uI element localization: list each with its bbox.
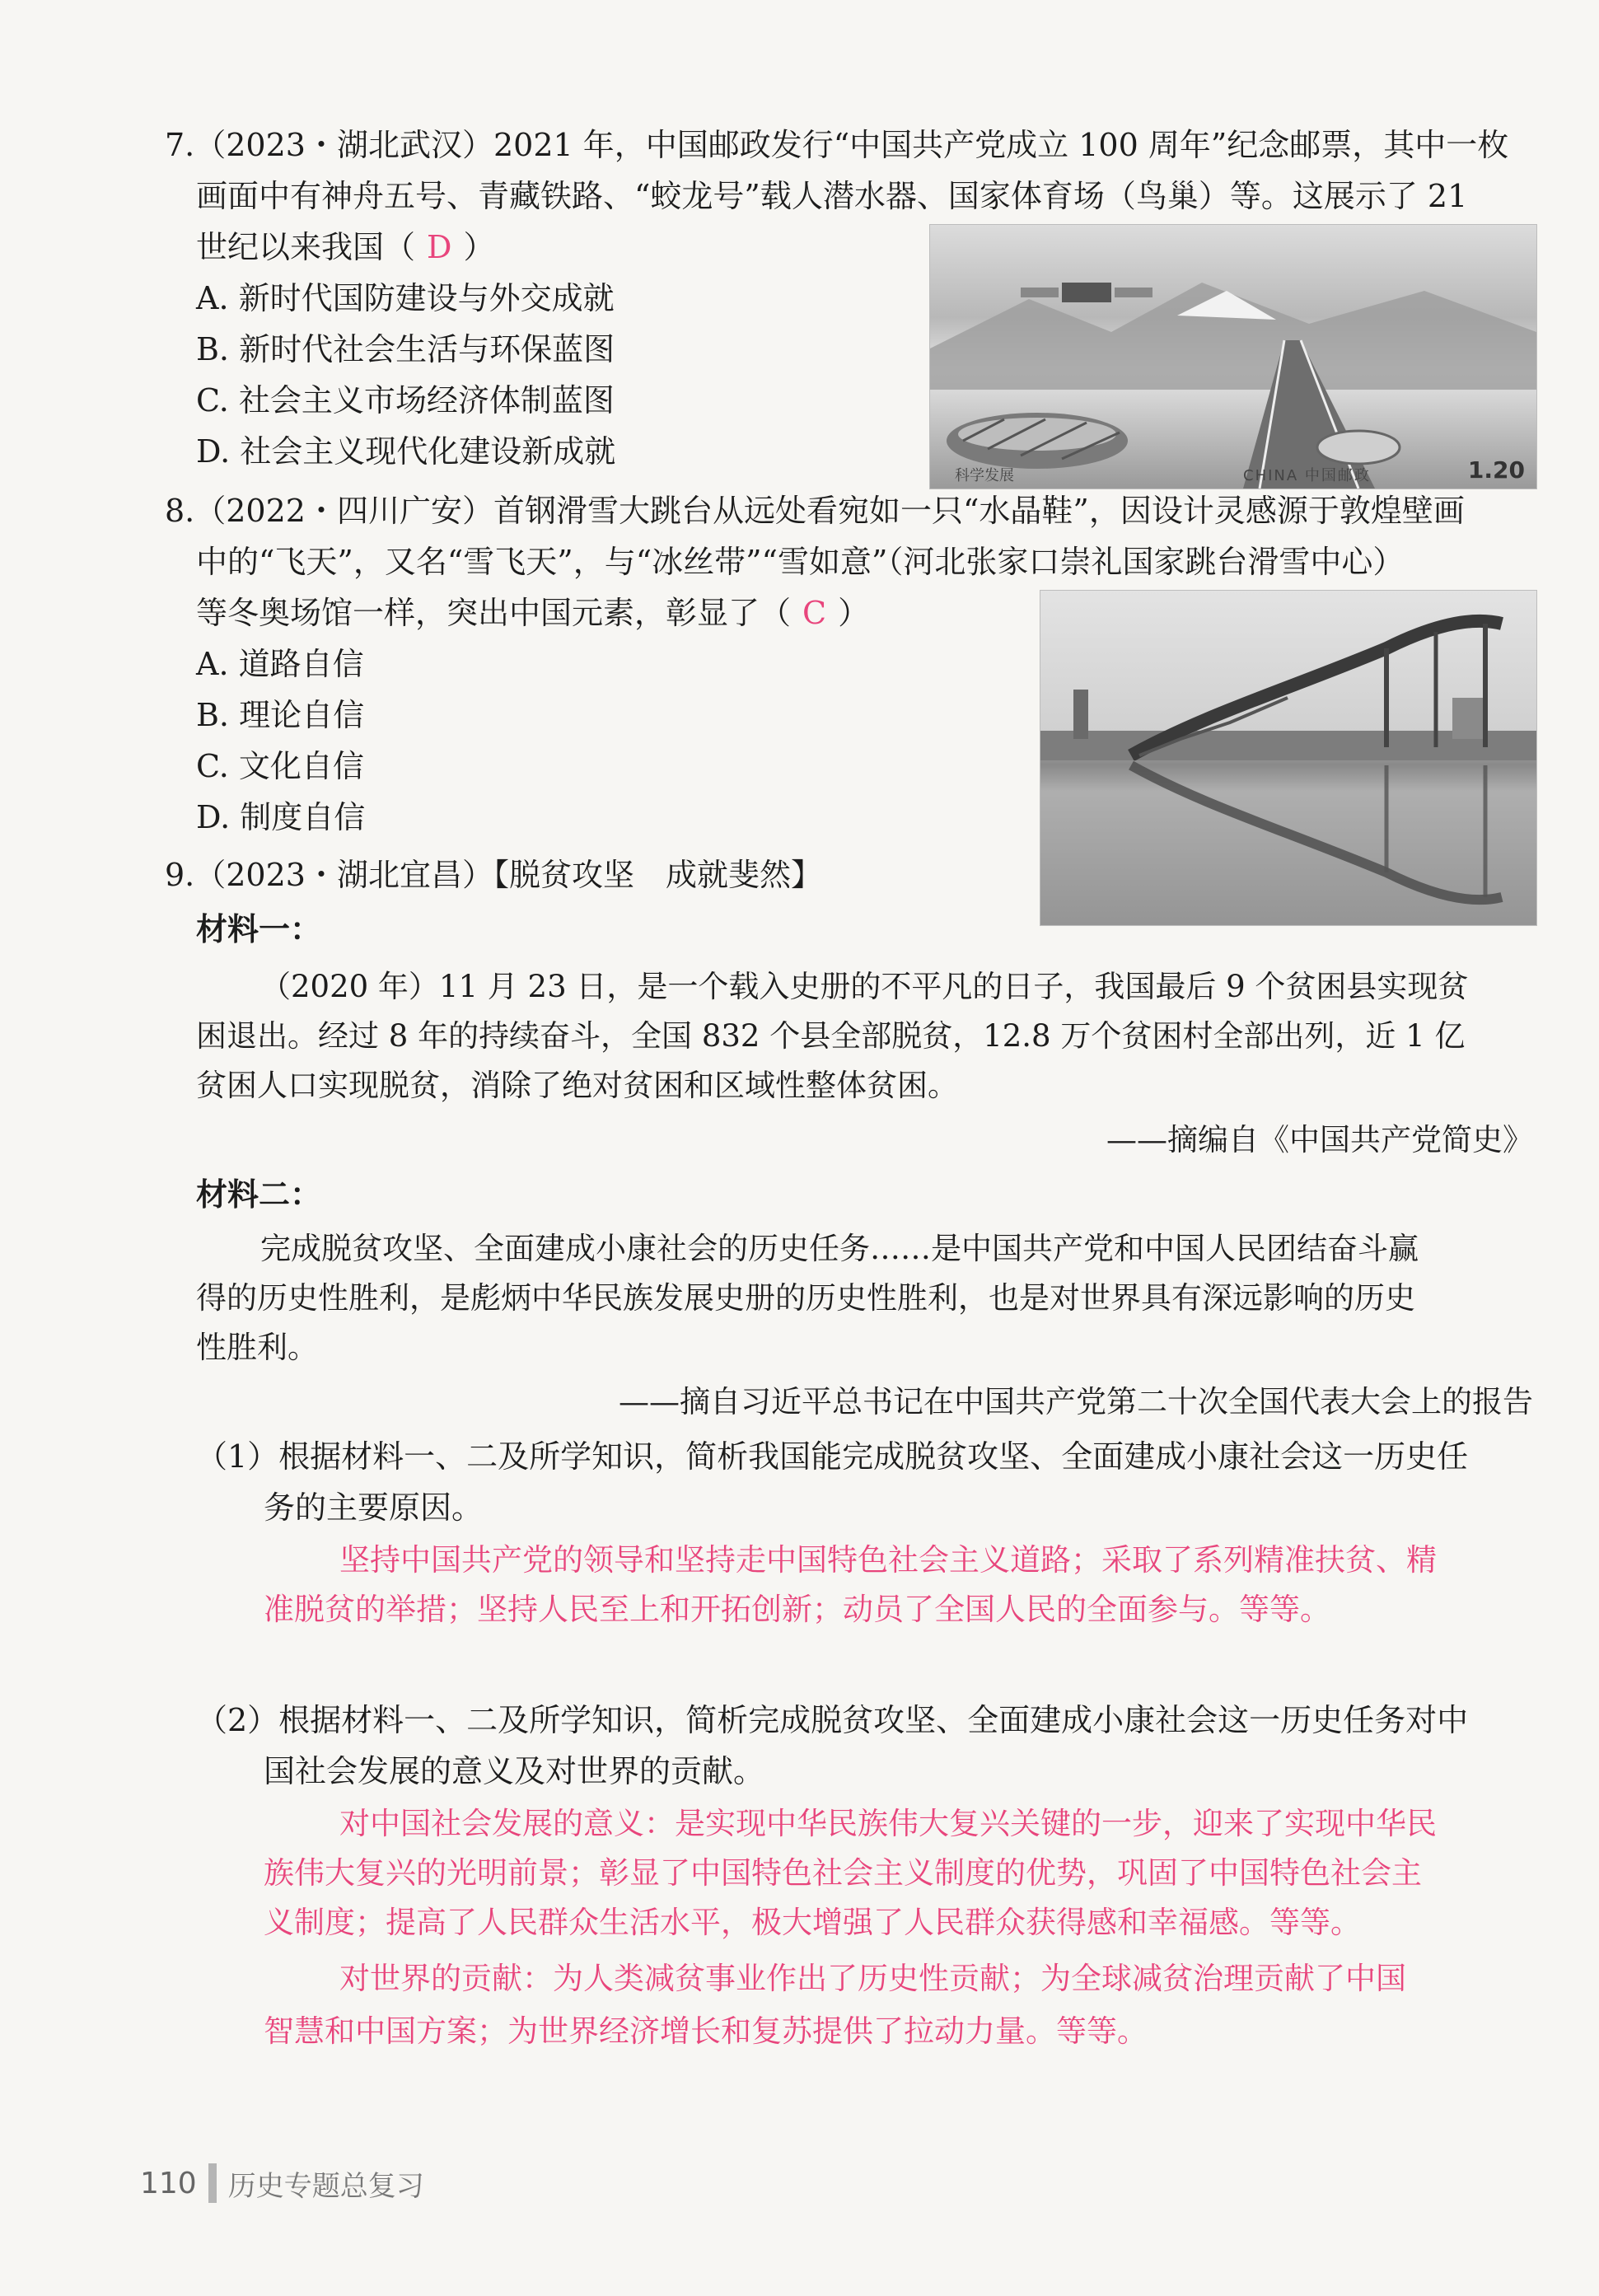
q9-material1-line-1: （2020 年）11 月 23 日，是一个载入史册的不平凡的日子，我国最后 9 个贫困县实现贫 xyxy=(260,969,1469,1004)
q8-option-b: B. 理论自信 xyxy=(196,697,365,733)
q9-sub1-line-1: （1）根据材料一、二及所学知识，简析我国能完成脱贫攻坚、全面建成小康社会这一历史任 xyxy=(196,1438,1469,1475)
stamp-brand: CHINA 中国邮政 xyxy=(1243,467,1371,484)
q7-stem-line-2: 画面中有神舟五号、青藏铁路、“蛟龙号”载人潜水器、国家体育场（鸟巢）等。这展示了 21 xyxy=(196,178,1468,214)
q7-stem-line-3 xyxy=(196,226,495,269)
ski-jump-venue-image xyxy=(1040,590,1537,926)
stamp-illustration xyxy=(930,225,1536,489)
q9-sub2-answer-line-4: 对世界的贡献：为人类减贫事业作出了历史性贡献；为全球减贫治理贡献了中国 xyxy=(339,1961,1406,1996)
q7-stem-line-1: 7.（2023・湖北武汉）2021 年，中国邮政发行“中国共产党成立 100 周年”纪念邮票，其中一枚 xyxy=(165,127,1509,163)
q7-option-a: A. 新时代国防建设与外交成就 xyxy=(196,280,615,316)
q8-stem-line-3 xyxy=(196,592,869,634)
q8-stem-suffix: ） xyxy=(838,595,870,631)
q9-sub2-answer-line-3: 义制度；提高了人民群众生活水平，极大增强了人民群众获得感和幸福感。等等。 xyxy=(264,1905,1361,1940)
q9-material2-line-3: 性胜利。 xyxy=(196,1330,318,1365)
q9-sub1-answer-line-1: 坚持中国共产党的领导和坚持走中国特色社会主义道路；采取了系列精准扶贫、精 xyxy=(339,1542,1437,1578)
q9-material1-line-3: 贫困人口实现脱贫，消除了绝对贫困和区域性整体贫困。 xyxy=(196,1068,958,1103)
q7-stem-prefix: 世纪以来我国（ xyxy=(196,229,416,265)
q9-material1-source: ——摘编自《中国共产党简史》 xyxy=(1106,1122,1533,1157)
q9-material2-source: ——摘自习近平总书记在中国共产党第二十次全国代表大会上的报告 xyxy=(619,1384,1533,1419)
q7-option-b: B. 新时代社会生活与环保蓝图 xyxy=(196,331,615,367)
stamp-caption: 科学发展 xyxy=(955,467,1014,484)
q9-material2-line-1: 完成脱贫攻坚、全面建成小康社会的历史任务……是中国共产党和中国人民团结奋斗赢 xyxy=(260,1231,1419,1266)
q9-sub2-answer-line-2: 族伟大复兴的光明前景；彰显了中国特色社会主义制度的优势，巩固了中国特色社会主 xyxy=(264,1855,1422,1891)
q9-sub2-answer-line-5: 智慧和中国方案；为世界经济增长和复苏提供了拉动力量。等等。 xyxy=(264,2013,1148,2049)
q9-sub2-answer-line-1: 对中国社会发展的意义：是实现中华民族伟大复兴关键的一步，迎来了实现中华民 xyxy=(339,1806,1437,1841)
q8-answer: C xyxy=(802,595,827,631)
book-title: 历史专题总复习 xyxy=(227,2169,424,2203)
q9-material2-line-2: 得的历史性胜利，是彪炳中华民族发展史册的历史性胜利，也是对世界具有深远影响的历史 xyxy=(196,1280,1415,1316)
ski-jump-illustration xyxy=(1040,591,1536,925)
q8-option-c: C. 文化自信 xyxy=(196,748,364,784)
q7-option-c: C. 社会主义市场经济体制蓝图 xyxy=(196,382,615,419)
q7-answer: D xyxy=(427,229,452,265)
commemorative-stamp-image xyxy=(929,224,1537,489)
footer-divider xyxy=(208,2163,217,2203)
q9-material2-label: 材料二： xyxy=(196,1176,322,1213)
q7-stem-suffix: ） xyxy=(463,229,495,265)
q9-material1-line-2: 困退出。经过 8 年的持续奋斗，全国 832 个县全部脱贫，12.8 万个贫困村全部出列，近 1 亿 xyxy=(196,1018,1466,1054)
q8-option-d: D. 制度自信 xyxy=(196,799,366,835)
page-number: 110 xyxy=(140,2166,197,2200)
q9-sub2-line-1: （2）根据材料一、二及所学知识，简析完成脱贫攻坚、全面建成小康社会这一历史任务对中 xyxy=(196,1702,1469,1738)
q9-sub1-line-2: 务的主要原因。 xyxy=(264,1489,484,1526)
stamp-price: 1.20 xyxy=(1467,456,1525,484)
q7-option-d: D. 社会主义现代化建设新成就 xyxy=(196,433,616,470)
q9-material1-label: 材料一： xyxy=(196,910,322,947)
q9-sub2-line-2: 国社会发展的意义及对世界的贡献。 xyxy=(264,1753,765,1789)
q9-header: 9.（2023・湖北宜昌）【脱贫攻坚 成就斐然】 xyxy=(165,857,822,893)
q8-stem-line-2: 中的“飞天”，又名“雪飞天”，与“冰丝带”“雪如意”（河北张家口崇礼国家跳台滑雪中心） xyxy=(196,544,1405,580)
q8-stem-line-1: 8.（2022・四川广安）首钢滑雪大跳台从远处看宛如一只“水晶鞋”，因设计灵感源于敦煌壁画 xyxy=(165,493,1465,529)
q8-stem-prefix: 等冬奥场馆一样，突出中国元素，彰显了（ xyxy=(196,595,792,631)
q8-option-a: A. 道路自信 xyxy=(196,646,364,682)
page-footer xyxy=(140,2158,424,2208)
q9-sub1-answer-line-2: 准脱贫的举措；坚持人民至上和开拓创新；动员了全国人民的全面参与。等等。 xyxy=(264,1592,1330,1627)
